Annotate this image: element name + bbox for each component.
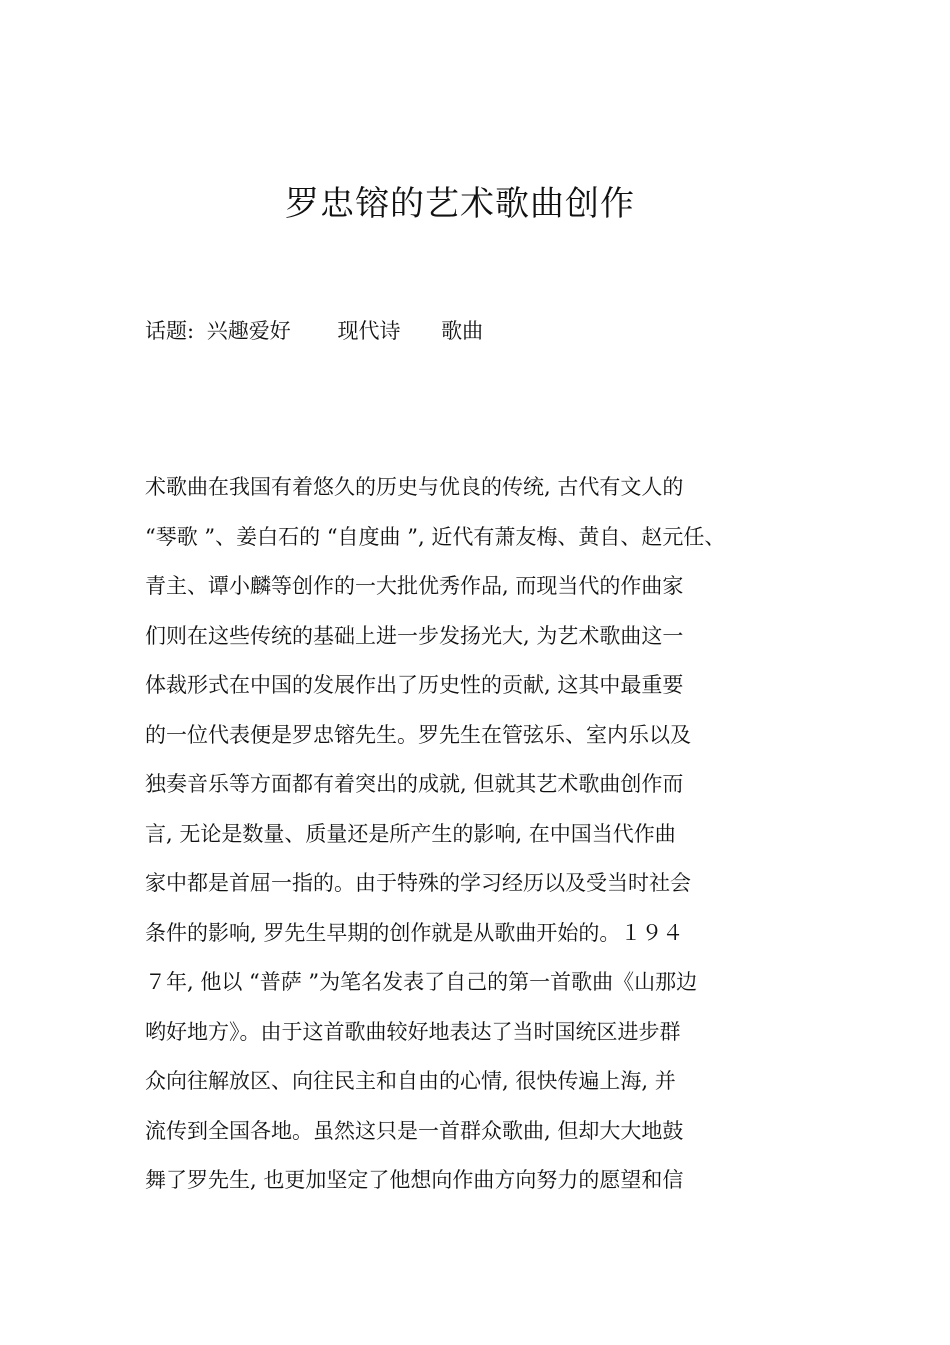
body-line: 们则在这些传统的基础上进一步发扬光大, 为艺术歌曲这一 — [145, 623, 684, 648]
topic-tag-modern-poetry[interactable]: 现代诗 — [337, 319, 401, 343]
body-line: 独奏音乐等方面都有着突出的成就, 但就其艺术歌曲创作而 — [145, 772, 684, 796]
article-body — [145, 463, 785, 1206]
body-line: 哟好地方》。由于这首歌曲较好地表达了当时国统区进步群 — [145, 1019, 681, 1044]
document-title: 罗忠镕的艺术歌曲创作 — [285, 184, 635, 224]
topic-tag-song[interactable]: 歌曲 — [441, 319, 484, 343]
body-line: ７年, 他以 “普萨 ”为笔名发表了自己的第一首歌曲《山那边 — [145, 970, 698, 994]
topic-label: 话题: — [145, 319, 195, 343]
body-line: 青主、谭小麟等创作的一大批优秀作品, 而现当代的作曲家 — [145, 574, 684, 598]
body-line: “琴歌 ”、姜白石的 “自度曲 ”, 近代有萧友梅、黄自、赵元任、 — [145, 524, 726, 549]
body-line: 条件的影响, 罗先生早期的创作就是从歌曲开始的。１９４ — [145, 920, 684, 945]
topic-tag-hobby[interactable]: 兴趣爱好 — [206, 319, 291, 343]
body-line: 众向往解放区、向往民主和自由的心情, 很快传遍上海, 并 — [145, 1069, 676, 1093]
body-line: 舞了罗先生, 也更加坚定了他想向作曲方向努力的愿望和信 — [145, 1168, 684, 1192]
body-line: 流传到全国各地。虽然这只是一首群众歌曲, 但却大大地鼓 — [145, 1118, 684, 1143]
body-line: 的一位代表便是罗忠镕先生。罗先生在管弦乐、室内乐以及 — [145, 722, 691, 747]
body-line: 体裁形式在中国的发展作出了历史性的贡献, 这其中最重要 — [145, 673, 684, 697]
body-line: 家中都是首屈一指的。由于特殊的学习经历以及受当时社会 — [145, 871, 691, 895]
topic-tags — [145, 315, 483, 345]
body-line: 言, 无论是数量、质量还是所产生的影响, 在中国当代作曲 — [145, 821, 676, 846]
body-line: 术歌曲在我国有着悠久的历史与优良的传统, 古代有文人的 — [145, 475, 684, 499]
